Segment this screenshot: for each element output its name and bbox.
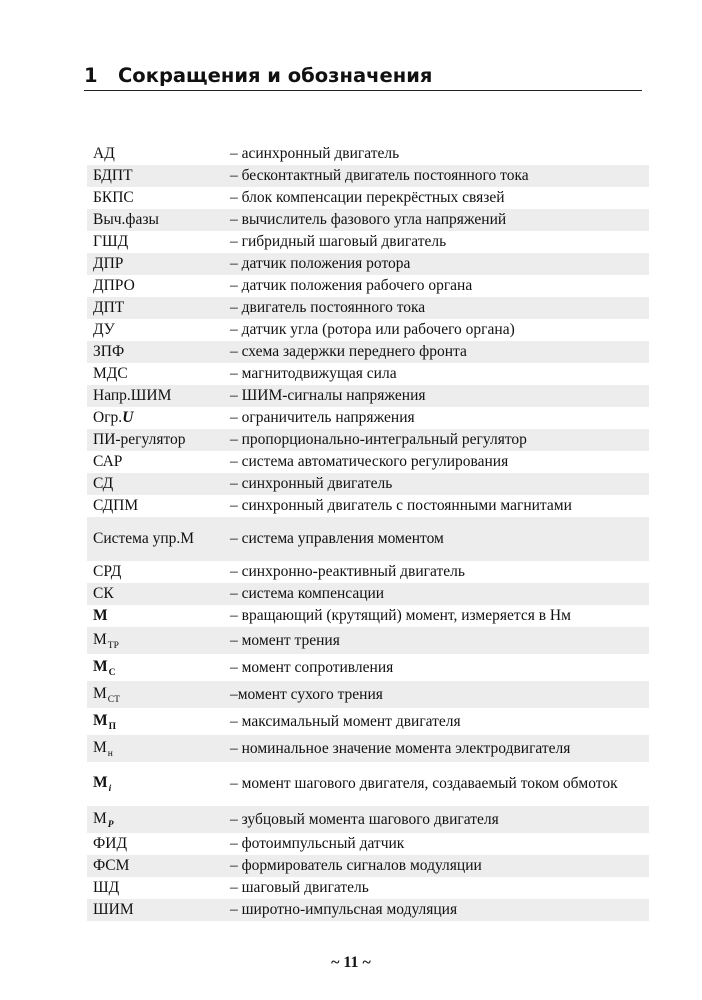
abbr-term: ЗПФ xyxy=(93,343,125,360)
table-row xyxy=(87,708,649,735)
table-row xyxy=(87,429,649,451)
table-row xyxy=(87,231,649,253)
table-row xyxy=(87,319,649,341)
abbr-term: ДПТ xyxy=(93,299,125,316)
abbr-term: ФИД xyxy=(93,835,128,852)
abbr-term: $М_н$ xyxy=(93,738,113,759)
abbr-definition: – момент шагового двигателя, создаваемый током обмоток xyxy=(230,775,618,792)
abbr-definition: – синхронный двигатель xyxy=(230,475,393,492)
abbr-term: $М_П$ xyxy=(93,711,117,732)
abbreviations-table xyxy=(87,143,649,921)
table-row xyxy=(87,627,649,654)
abbr-term: СК xyxy=(93,585,114,602)
abbr-term: ДУ xyxy=(93,321,115,338)
abbr-definition: – система управления моментом xyxy=(230,530,444,547)
table-row xyxy=(87,517,649,561)
subscript: Р xyxy=(107,819,114,830)
abbr-term: СРД xyxy=(93,563,122,580)
abbr-definition: – вычислитель фазового угла напряжений xyxy=(230,211,507,228)
table-row xyxy=(87,385,649,407)
abbr-term: $М_{СТ}$ xyxy=(93,684,120,705)
table-row xyxy=(87,681,649,708)
subscript: н xyxy=(107,748,113,759)
table-row xyxy=(87,209,649,231)
abbr-definition: – пропорционально-интегральный регулятор xyxy=(230,431,527,448)
abbr-definition: – максимальный момент двигателя xyxy=(230,712,461,730)
abbr-term: Система упр.М xyxy=(93,530,195,547)
abbr-term: Огр.U xyxy=(93,409,134,426)
abbr-definition: – датчик положения ротора xyxy=(230,255,411,272)
abbr-term: ГШД xyxy=(93,233,129,250)
abbr-term: ШИМ xyxy=(93,901,134,918)
abbr-definition: – формирователь сигналов модуляции xyxy=(230,857,482,874)
abbr-definition: – датчик положения рабочего органа xyxy=(230,277,473,294)
table-row xyxy=(87,735,649,762)
abbr-term: ДПРО xyxy=(93,277,135,294)
abbr-term: $М_С$ xyxy=(93,657,116,678)
abbr-term: Выч.фазы xyxy=(93,211,159,228)
abbr-definition: – ШИМ-сигналы напряжения xyxy=(230,387,426,404)
abbr-definition: –момент сухого трения xyxy=(230,685,383,703)
abbr-term: АД xyxy=(93,145,115,162)
abbr-definition: – ограничитель напряжения xyxy=(230,409,415,426)
subscript: СТ xyxy=(107,694,120,705)
table-row xyxy=(87,143,649,165)
table-row xyxy=(87,473,649,495)
table-row xyxy=(87,187,649,209)
section-heading xyxy=(84,64,642,91)
abbr-term: $М_{ТР}$ xyxy=(93,630,119,651)
page-number: ~ 11 ~ xyxy=(331,954,371,971)
abbr-definition: – двигатель постоянного тока xyxy=(230,299,426,316)
abbr-term: СДПМ xyxy=(93,497,139,514)
table-row xyxy=(87,899,649,921)
abbr-term: САР xyxy=(93,453,123,470)
abbr-definition: – момент сопротивления xyxy=(230,658,394,676)
abbr-definition: – система компенсации xyxy=(230,585,385,602)
abbr-term: $М_i$ xyxy=(93,774,112,794)
table-row xyxy=(87,877,649,899)
abbr-term: МДС xyxy=(93,365,128,382)
abbr-term: ДПР xyxy=(93,255,124,272)
subscript: i xyxy=(108,784,112,794)
subscript: П xyxy=(108,721,117,732)
abbr-definition: – зубцовый момента шагового двигателя xyxy=(230,810,499,828)
abbr-definition: – датчик угла (ротора или рабочего органа) xyxy=(230,321,515,338)
voltage-symbol: U xyxy=(122,409,134,426)
abbr-definition: – шаговый двигатель xyxy=(230,879,369,896)
table-row xyxy=(87,561,649,583)
abbr-term: СД xyxy=(93,475,114,492)
table-row xyxy=(87,833,649,855)
table-row xyxy=(87,495,649,517)
abbr-definition: – момент трения xyxy=(230,631,340,649)
table-row xyxy=(87,762,649,806)
table-row xyxy=(87,583,649,605)
abbr-definition: – синхронно-реактивный двигатель xyxy=(230,563,465,580)
abbr-term: Напр.ШИМ xyxy=(93,387,172,404)
abbr-term: М xyxy=(93,607,108,624)
abbr-definition: – гибридный шаговый двигатель xyxy=(230,233,447,250)
table-row xyxy=(87,407,649,429)
abbr-definition: – номинальное значение момента электродвигателя xyxy=(230,739,571,757)
abbr-definition: – магнитодвижущая сила xyxy=(230,365,397,382)
table-row xyxy=(87,806,649,833)
abbr-definition: – фотоимпульсный датчик xyxy=(230,835,405,852)
abbr-definition: – широтно-импульсная модуляция xyxy=(230,901,458,918)
abbr-term: ПИ-регулятор xyxy=(93,431,186,448)
abbr-definition: – блок компенсации перекрёстных связей xyxy=(230,189,505,206)
table-row xyxy=(87,855,649,877)
abbr-term: БДПТ xyxy=(93,167,133,184)
abbr-definition: – схема задержки переднего фронта xyxy=(230,343,467,360)
table-row xyxy=(87,297,649,319)
abbr-definition: – бесконтактный двигатель постоянного тока xyxy=(230,167,529,184)
subscript: С xyxy=(108,667,116,678)
table-row xyxy=(87,253,649,275)
abbr-definition: – вращающий (крутящий) момент, измеряется в Нм xyxy=(230,607,571,624)
table-row xyxy=(87,341,649,363)
table-row xyxy=(87,275,649,297)
abbr-definition: – синхронный двигатель с постоянными магнитами xyxy=(230,497,572,514)
abbr-term: ШД xyxy=(93,879,120,896)
abbr-term: $М_Р$ xyxy=(93,809,114,830)
abbr-definition: – система автоматического регулирования xyxy=(230,453,509,470)
table-row xyxy=(87,654,649,681)
abbr-definition: – асинхронный двигатель xyxy=(230,145,400,162)
table-row xyxy=(87,451,649,473)
table-row xyxy=(87,165,649,187)
table-row xyxy=(87,605,649,627)
abbr-term: БКПС xyxy=(93,189,134,206)
abbr-term: ФСМ xyxy=(93,857,130,874)
section-number: 1 xyxy=(84,64,98,87)
subscript: ТР xyxy=(107,640,119,651)
table-row xyxy=(87,363,649,385)
section-title: Сокращения и обозначения xyxy=(118,64,433,87)
